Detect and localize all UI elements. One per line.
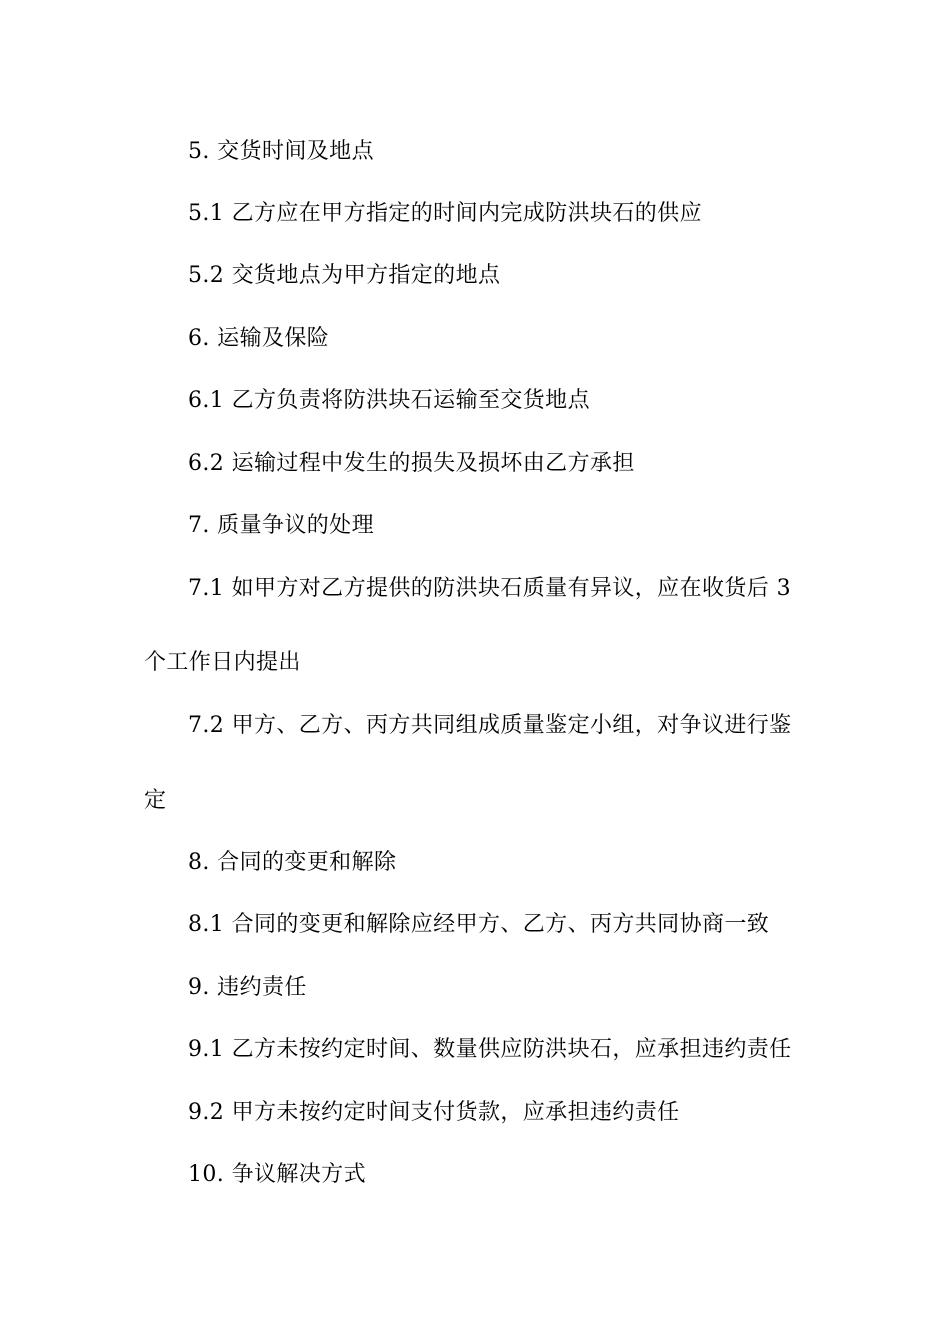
- heading-6: 6. 运输及保险: [188, 326, 330, 351]
- clause-9-1: 9.1 乙方未按约定时间、数量供应防洪块石，应承担违约责任: [188, 1037, 792, 1062]
- clause-7-2: 7.2 甲方、乙方、丙方共同组成质量鉴定小组，对争议进行鉴: [188, 713, 792, 738]
- clause-8-1: 8.1 合同的变更和解除应经甲方、乙方、丙方共同协商一致: [188, 912, 770, 937]
- heading-8: 8. 合同的变更和解除: [188, 850, 397, 875]
- clause-9-2: 9.2 甲方未按约定时间支付货款，应承担违约责任: [188, 1100, 680, 1125]
- heading-10: 10. 争议解决方式: [188, 1162, 366, 1187]
- clause-6-2: 6.2 运输过程中发生的损失及损坏由乙方承担: [188, 451, 635, 476]
- heading-9: 9. 违约责任: [188, 975, 307, 1000]
- heading-5: 5. 交货时间及地点: [188, 139, 374, 164]
- clause-7-2-continued: 定: [144, 788, 167, 813]
- clause-6-1: 6.1 乙方负责将防洪块石运输至交货地点: [188, 388, 590, 413]
- clause-7-1: 7.1 如甲方对乙方提供的防洪块石质量有异议，应在收货后 3: [188, 576, 791, 601]
- clause-5-1: 5.1 乙方应在甲方指定的时间内完成防洪块石的供应: [188, 201, 702, 226]
- clause-7-1-continued: 个工作日内提出: [144, 650, 301, 675]
- clause-5-2: 5.2 交货地点为甲方指定的地点: [188, 263, 501, 288]
- heading-7: 7. 质量争议的处理: [188, 513, 374, 538]
